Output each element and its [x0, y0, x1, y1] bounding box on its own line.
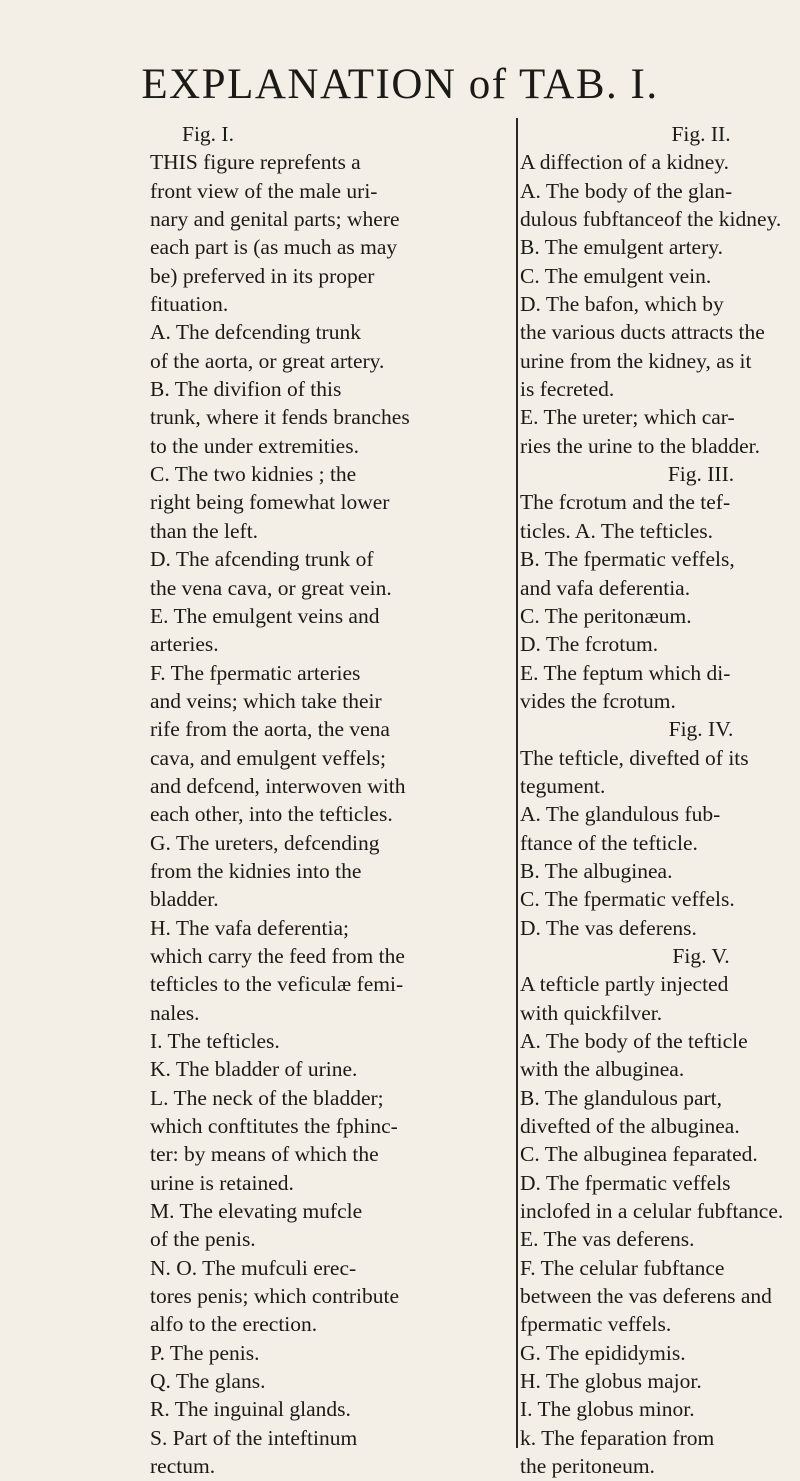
text-line: the peritoneum. — [520, 1454, 655, 1479]
text-line: F. The fpermatic arteries — [150, 660, 361, 685]
text-line: ftance of the tefticle. — [520, 830, 698, 855]
text-line: ries the urine to the bladder. — [520, 433, 761, 458]
text-line: of the penis. — [150, 1227, 256, 1252]
left-column — [150, 120, 512, 1481]
text-line: rectum. — [150, 1454, 216, 1479]
text-line: A diffection of a kidney. — [520, 150, 729, 175]
text-line: k. The feparation from — [520, 1425, 715, 1450]
text-line: N. O. The mufculi erec- — [150, 1255, 357, 1280]
text-line: trunk, where it fends branches — [150, 405, 410, 430]
text-line: tegument. — [520, 773, 606, 798]
text-line: the vena cava, or great vein. — [150, 575, 392, 600]
text-line: with quickfilver. — [520, 1000, 663, 1025]
text-line: C. The emulgent vein. — [520, 263, 712, 288]
text-line: A. The body of the tefticle — [520, 1029, 748, 1053]
figure-heading: Fig. II. — [671, 122, 731, 146]
text-line: and vafa deferentia. — [520, 575, 691, 600]
text-line: D. The afcending trunk of — [150, 547, 374, 572]
text-line: the various ducts attracts the — [520, 320, 765, 345]
text-line: arteries. — [150, 632, 219, 657]
text-line: between the vas deferens and — [520, 1284, 772, 1309]
text-line: be) preferved in its proper — [150, 263, 375, 288]
text-line: divefted of the albuginea. — [520, 1114, 740, 1139]
text-line: Q. The glans. — [150, 1369, 266, 1394]
text-line: each other, into the tefticles. — [150, 802, 393, 827]
text-line: fpermatic veffels. — [520, 1312, 672, 1337]
text-line: vides the fcrotum. — [520, 688, 676, 713]
text-line: front view of the male uri- — [150, 178, 378, 203]
text-line: tefticles to the veficulæ femi- — [150, 972, 404, 997]
text-line: C. The two kidnies ; the — [150, 462, 357, 487]
text-line: and defcend, interwoven with — [150, 773, 406, 798]
text-line: L. The neck of the bladder; — [150, 1085, 384, 1110]
text-line: P. The penis. — [150, 1340, 260, 1365]
text-line: nales. — [150, 1000, 200, 1025]
text-line: each part is (as much as may — [150, 235, 398, 260]
figure-heading: Fig. I. — [182, 122, 234, 146]
text-line: right being fomewhat lower — [150, 490, 390, 515]
text-line: cava, and emulgent veffels; — [150, 745, 387, 770]
text-line: E. The vas deferens. — [520, 1227, 695, 1252]
text-line: D. The fpermatic veffels — [520, 1170, 731, 1195]
text-line: fituation. — [150, 292, 229, 317]
text-line: H. The globus major. — [520, 1369, 702, 1394]
text-line: dulous fubftanceof the kidney. — [520, 207, 782, 232]
text-line: I. The tefticles. — [150, 1029, 280, 1053]
text-line: S. Part of the inteftinum — [150, 1425, 358, 1450]
figure-heading: Fig. III. — [667, 462, 735, 487]
text-line: M. The elevating mufcle — [150, 1199, 363, 1224]
text-line: and veins; which take their — [150, 688, 382, 713]
text-line: from the kidnies into the — [150, 858, 362, 883]
text-line: ter: by means of which the — [150, 1142, 379, 1167]
text-line: which conftitutes the fphinc- — [150, 1114, 398, 1139]
text-line: B. The albuginea. — [520, 858, 673, 883]
text-line: E. The ureter; which car- — [520, 405, 735, 430]
text-line: nary and genital parts; where — [150, 207, 400, 232]
text-line: G. The epididymis. — [520, 1340, 686, 1365]
text-line: is fecreted. — [520, 377, 615, 402]
text-line: alfo to the erection. — [150, 1312, 318, 1337]
text-line: D. The vas deferens. — [520, 915, 697, 940]
text-line: C. The fpermatic veffels. — [520, 887, 735, 912]
text-line: K. The bladder of urine. — [150, 1057, 358, 1082]
text-line: B. The emulgent artery. — [520, 235, 723, 260]
text-line: H. The vafa deferentia; — [150, 915, 349, 940]
text-line: ticles. A. The tefticles. — [520, 518, 714, 543]
text-line: tores penis; which contribute — [150, 1284, 399, 1309]
text-line: inclofed in a celular fubftance. — [520, 1199, 784, 1224]
text-line: D. The fcrotum. — [520, 632, 659, 657]
figure-heading: Fig. IV. — [668, 717, 734, 742]
text-line: A. The defcending trunk — [150, 320, 361, 345]
text-line: of the aorta, or great artery. — [150, 348, 385, 373]
figure-heading: Fig. V. — [672, 943, 730, 968]
text-line: which carry the feed from the — [150, 943, 405, 968]
page-title: EXPLANATION of TAB. I. — [141, 61, 659, 108]
text-line: urine is retained. — [150, 1170, 294, 1195]
text-line: to the under extremities. — [150, 433, 359, 458]
text-line: than the left. — [150, 518, 259, 543]
text-line: R. The inguinal glands. — [150, 1397, 351, 1422]
text-line: D. The bafon, which by — [520, 292, 724, 317]
text-line: G. The ureters, defcending — [150, 830, 380, 855]
right-column — [520, 120, 800, 1481]
text-line: A. The body of the glan- — [520, 178, 733, 203]
text-line: E. The emulgent veins and — [150, 603, 380, 628]
text-line: C. The peritonæum. — [520, 603, 692, 628]
text-line: bladder. — [150, 887, 219, 912]
text-line: A tefticle partly injected — [520, 972, 729, 997]
text-line: The tefticle, divefted of its — [520, 745, 749, 770]
text-line: F. The celular fubftance — [520, 1255, 725, 1280]
text-line: C. The albuginea feparated. — [520, 1142, 758, 1167]
text-line: B. The glandulous part, — [520, 1085, 723, 1110]
text-line: A. The glandulous fub- — [520, 802, 721, 827]
text-line: B. The fpermatic veffels, — [520, 547, 735, 572]
text-line: E. The feptum which di- — [520, 660, 731, 685]
text-line: with the albuginea. — [520, 1057, 685, 1082]
text-line: I. The globus minor. — [520, 1397, 695, 1422]
text-line: urine from the kidney, as it — [520, 348, 752, 373]
text-line: The fcrotum and the tef- — [520, 490, 731, 515]
column-divider — [516, 118, 518, 1448]
text-line: B. The divifion of this — [150, 377, 342, 402]
text-line: THIS figure reprefents a — [150, 150, 361, 175]
text-line: rife from the aorta, the vena — [150, 717, 390, 742]
